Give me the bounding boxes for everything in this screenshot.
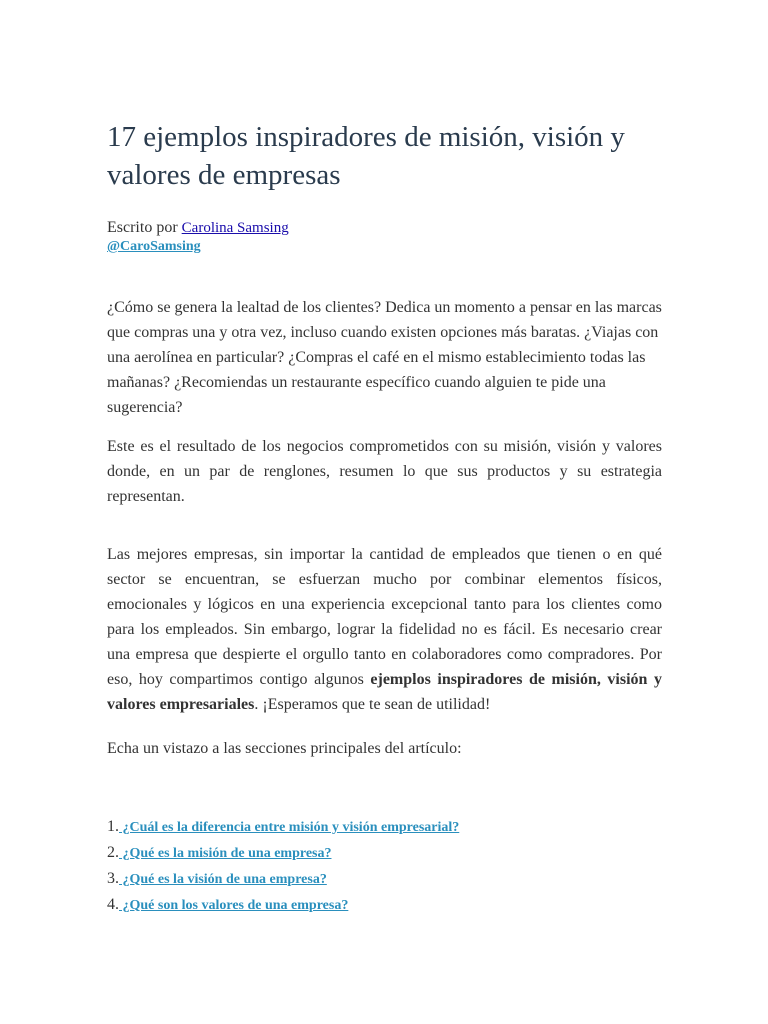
toc-item	[107, 866, 459, 892]
toc-number: 1.	[107, 818, 119, 835]
sections-intro: Echa un vistazo a las secciones principales del artículo:	[107, 740, 462, 757]
third-paragraph-bold: ejemplos inspiradores de misión, visión y valores empresariales	[107, 671, 662, 713]
article-title: 17 ejemplos inspiradores de misión, visión y valores de empresas	[107, 121, 625, 191]
toc-item	[107, 892, 459, 918]
author-handle-link[interactable]: @CaroSamsing	[107, 239, 201, 254]
toc-number: 4.	[107, 896, 119, 913]
second-paragraph: Este es el resultado de los negocios comprometidos con su misión, visión y valores donde, en un par de renglones, resumen lo que sus productos y su estrategia representan.	[107, 438, 662, 505]
third-paragraph	[107, 542, 662, 717]
toc-item	[107, 814, 459, 840]
table-of-contents	[107, 814, 459, 918]
third-paragraph-start: Las mejores empresas, sin importar la cantidad de empleados que tienen o en qué sector se encuentran, se esfuerzan mucho por combinar elementos físicos, emocionales y lógicos en una experiencia excepcional tanto para los clientes como para los empleados. Sin embargo, lograr la fidelidad no es fácil. Es necesario crear una empresa que despierte el orgullo tanto en colaboradores como compradores. Por eso, hoy compartimos contigo algunos	[107, 546, 662, 688]
third-paragraph-end: . ¡Esperamos que te sean de utilidad!	[254, 696, 491, 713]
toc-link-difference[interactable]: ¿Cuál es la diferencia entre misión y visión empresarial?	[119, 820, 460, 835]
byline-prefix: Escrito por	[107, 219, 178, 236]
toc-number: 2.	[107, 844, 119, 861]
author-link[interactable]: Carolina Samsing	[181, 220, 289, 236]
toc-item	[107, 840, 459, 866]
byline	[107, 218, 289, 238]
toc-link-mission[interactable]: ¿Qué es la misión de una empresa?	[119, 846, 332, 861]
intro-paragraph: ¿Cómo se genera la lealtad de los clientes? Dedica un momento a pensar en las marcas que compras una y otra vez, incluso cuando existen opciones más baratas. ¿Viajas con una aerolínea en particular? ¿Compras el café en el mismo establecimiento todas las mañanas? ¿Recomiendas un restaurante específico cuando alguien te pide una sugerencia?	[107, 299, 662, 416]
toc-link-vision[interactable]: ¿Qué es la visión de una empresa?	[119, 872, 327, 887]
toc-number: 3.	[107, 870, 119, 887]
toc-link-values[interactable]: ¿Qué son los valores de una empresa?	[119, 898, 349, 913]
